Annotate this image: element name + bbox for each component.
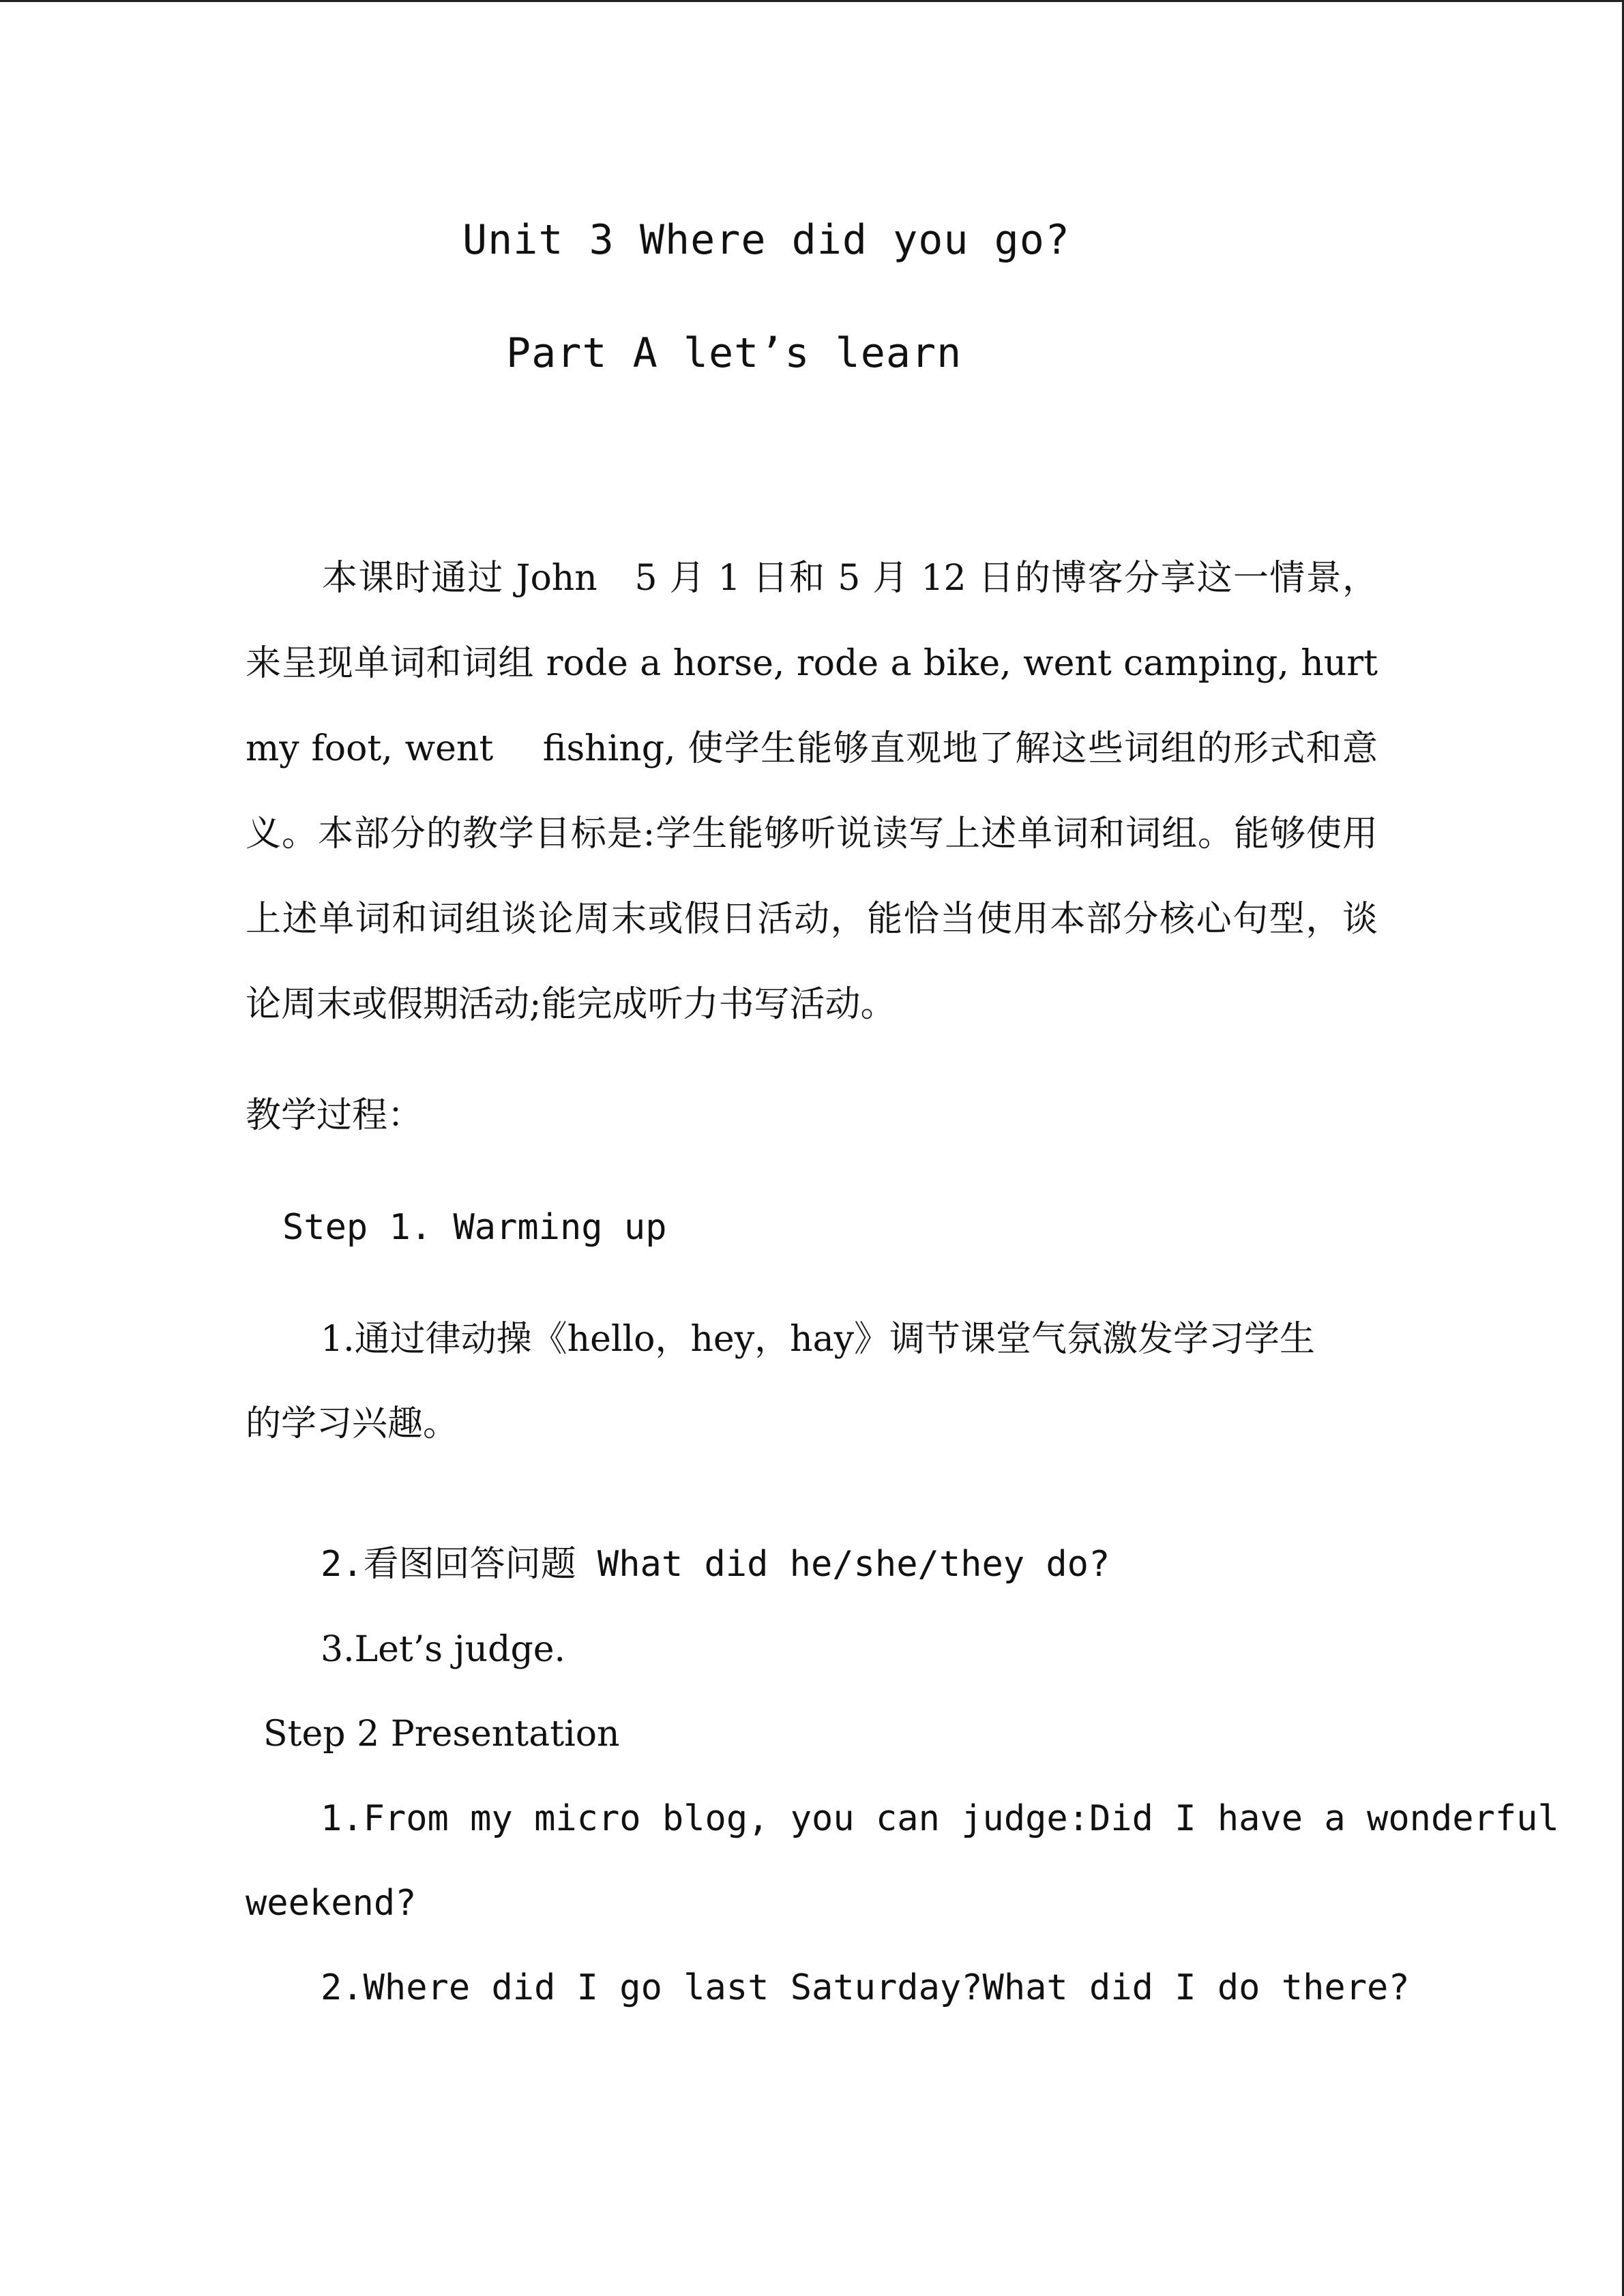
step1-item1: 1.通过律动操《hello，hey，hay》调节课堂气氛激发学习学生 [321, 1319, 1315, 1360]
step1-heading: Step 1. Warming up [282, 1207, 667, 1248]
step1-item2: 2.看图回答问题 What did he/she/they do? [321, 1544, 1110, 1585]
process-label: 教学过程： [246, 1095, 424, 1136]
step2-item1: 1.From my micro blog, you can judge:Did I have a wonderful [321, 1798, 1559, 1839]
step1-item1-continued: 的学习兴趣。 [246, 1403, 459, 1444]
step2-item1-continued: weekend? [246, 1883, 417, 1924]
document-subtitle: Part A let’s learn [506, 329, 962, 377]
document-title: Unit 3 Where did you go? [462, 216, 1070, 264]
step2-heading: Step 2 Presentation [263, 1714, 620, 1755]
step2-item2: 2.Where did I go last Saturday?What did I do there? [321, 1967, 1410, 2008]
intro-paragraph: 本课时通过 John 5 月 1 日和 5 月 12 日的博客分享这一情景，来呈现单词和词组 rode a horse, rode a bike, went camping, hurt my foot, went fishing, 使学生能够直观地了解这些词组的形式和意义。本部分的教学目标是:学生能够听说读写上述单词和词组。能够使用上述单词和词组谈论周末或假日活动，能恰当使用本部分核心句型，谈论周末或假期活动;能完成听力书写活动。 [246, 558, 1378, 1025]
step1-item3: 3.Let’s judge. [321, 1629, 566, 1670]
